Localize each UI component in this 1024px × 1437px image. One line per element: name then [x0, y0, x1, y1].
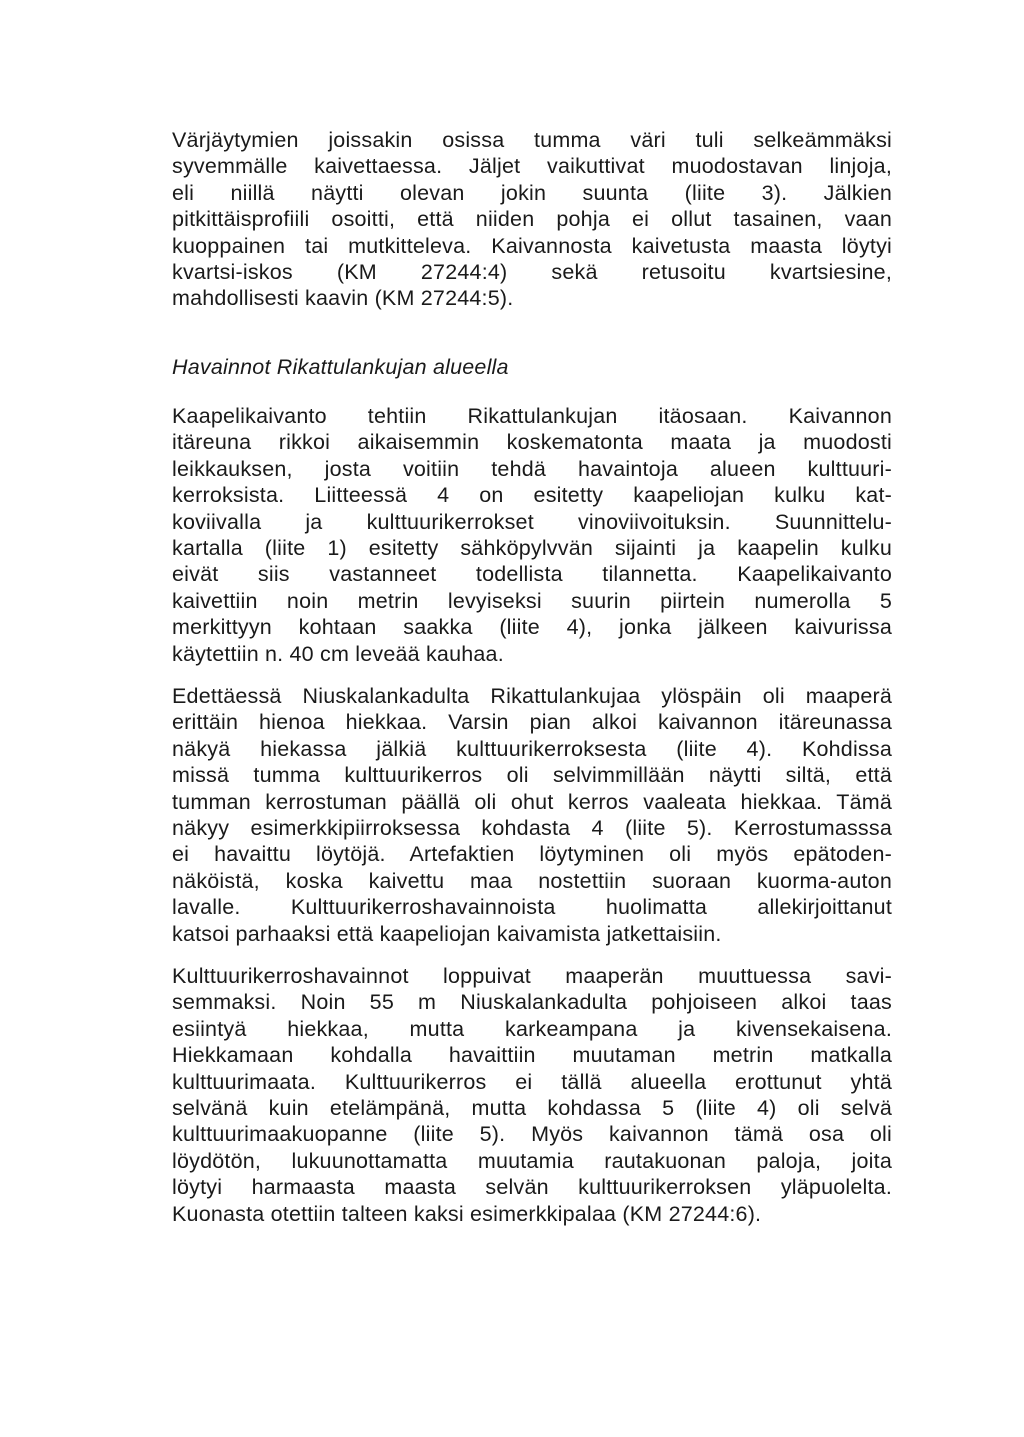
paragraph-1-line: eli niillä näytti olevan jokin suunta (liite 3). Jälkien [172, 180, 892, 205]
paragraph-3-line: missä tumma kulttuurikerros oli selvimmillään näytti siltä, että [172, 763, 892, 788]
paragraph-2-line: leikkauksen, josta voitiin tehdä havaintoja alueen kulttuuri- [172, 456, 892, 481]
paragraph-2-line: merkittyyn kohtaan saakka (liite 4), jonka jälkeen kaivurissa [172, 615, 892, 640]
paragraph-4-line: Kuonasta otettiin talteen kaksi esimerkkipalaa (KM 27244:6). [172, 1201, 762, 1226]
paragraph-1-line: pitkittäisprofiili osoitti, että niiden pohja ei ollut tasainen, vaan [172, 207, 892, 232]
paragraph-2-line: itäreuna rikkoi aikaisemmin koskematonta maata ja muodosti [172, 430, 892, 455]
paragraph-4-line: löydötön, lukuunottamatta muutamia rautakuonan paloja, joita [172, 1148, 892, 1173]
paragraph-3-line: tumman kerrostuman päällä oli ohut kerros vaaleata hiekkaa. Tämä [172, 789, 892, 814]
paragraph-3-line: näköistä, koska kaivettu maa nostettiin suoraan kuorma-auton [172, 868, 892, 893]
paragraph-4-line: kulttuurimaata. Kulttuurikerros ei tällä alueella erottunut yhtä [172, 1069, 892, 1094]
paragraph-2-line: kaivettiin noin metrin levyiseksi suurin piirtein numerolla 5 [172, 588, 892, 613]
paragraph-2-line: Kaapelikaivanto tehtiin Rikattulankujan itäosaan. Kaivannon [172, 404, 892, 428]
paragraph-2-line: eivät siis vastanneet todellista tilannetta. Kaapelikaivanto [172, 562, 892, 587]
paragraph-3-line: lavalle. Kulttuurikerroshavainnoista huolimatta allekirjoittanut [172, 895, 892, 920]
paragraph-3-line: Edettäessä Niuskalankadulta Rikattulankujaa ylöspäin oli maaperä [172, 684, 892, 708]
paragraph-2 [172, 403, 892, 667]
paragraph-1-line: kvartsi-iskos (KM 27244:4) sekä retusoitu kvartsiesine, [172, 260, 892, 285]
paragraph-4-line: kulttuurimaakuopanne (liite 5). Myös kaivannon tämä osa oli [172, 1122, 892, 1147]
paragraph-3-line: näkyä hiekassa jälkiä kulttuurikerroksesta (liite 4). Kohdissa [172, 736, 892, 761]
paragraph-3-line: katsoi parhaaksi että kaapeliojan kaivamista jatkettaisiin. [172, 921, 722, 946]
paragraph-3 [172, 683, 892, 947]
paragraph-1-line: Värjäytymien joissakin osissa tumma väri tuli selkeämmäksi [172, 128, 892, 152]
paragraph-2-line: kartalla (liite 1) esitetty sähköpylvvän sijainti ja kaapelin kulku [172, 536, 892, 561]
paragraph-3-line: ei havaittu löytöjä. Artefaktien löytyminen oli myös epätoden- [172, 842, 892, 867]
paragraph-4-line: Kulttuurikerroshavainnot loppuivat maaperän muuttuessa savi- [172, 964, 892, 988]
paragraph-4 [172, 963, 892, 1227]
paragraph-3-line: näkyy esimerkkipiirroksessa kohdasta 4 (liite 5). Kerrostumasssa [172, 816, 892, 841]
paragraph-1-line: syvemmälle kaivettaessa. Jäljet vaikuttivat muodostavan linjoja, [172, 154, 892, 179]
paragraph-4-line: esiintyä hiekkaa, mutta karkeampana ja kivensekaisena. [172, 1016, 892, 1041]
paragraph-2-line: käytettiin n. 40 cm leveää kauhaa. [172, 641, 504, 666]
paragraph-1-line: kuoppainen tai mutkitteleva. Kaivannosta kaivetusta maasta löytyi [172, 233, 892, 258]
paragraph-4-line: Hiekkamaan kohdalla havaittiin muutaman metrin matkalla [172, 1043, 892, 1068]
paragraph-1-line: mahdollisesti kaavin (KM 27244:5). [172, 286, 514, 311]
paragraph-4-line: löytyi harmaasta maasta selvän kulttuurikerroksen yläpuolelta. [172, 1175, 892, 1200]
paragraph-1 [172, 127, 892, 312]
section-heading: Havainnot Rikattulankujan alueella [172, 355, 509, 379]
paragraph-2-line: kerroksista. Liitteessä 4 on esitetty kaapeliojan kulku kat- [172, 483, 892, 508]
paragraph-3-line: erittäin hienoa hiekkaa. Varsin pian alkoi kaivannon itäreunassa [172, 710, 892, 735]
paragraph-2-line: koviivalla ja kulttuurikerrokset vinoviivoituksin. Suunnittelu- [172, 509, 892, 534]
paragraph-4-line: selvänä kuin etelämpänä, mutta kohdassa 5 (liite 4) oli selvä [172, 1096, 892, 1121]
paragraph-4-line: semmaksi. Noin 55 m Niuskalankadulta pohjoiseen alkoi taas [172, 990, 892, 1015]
